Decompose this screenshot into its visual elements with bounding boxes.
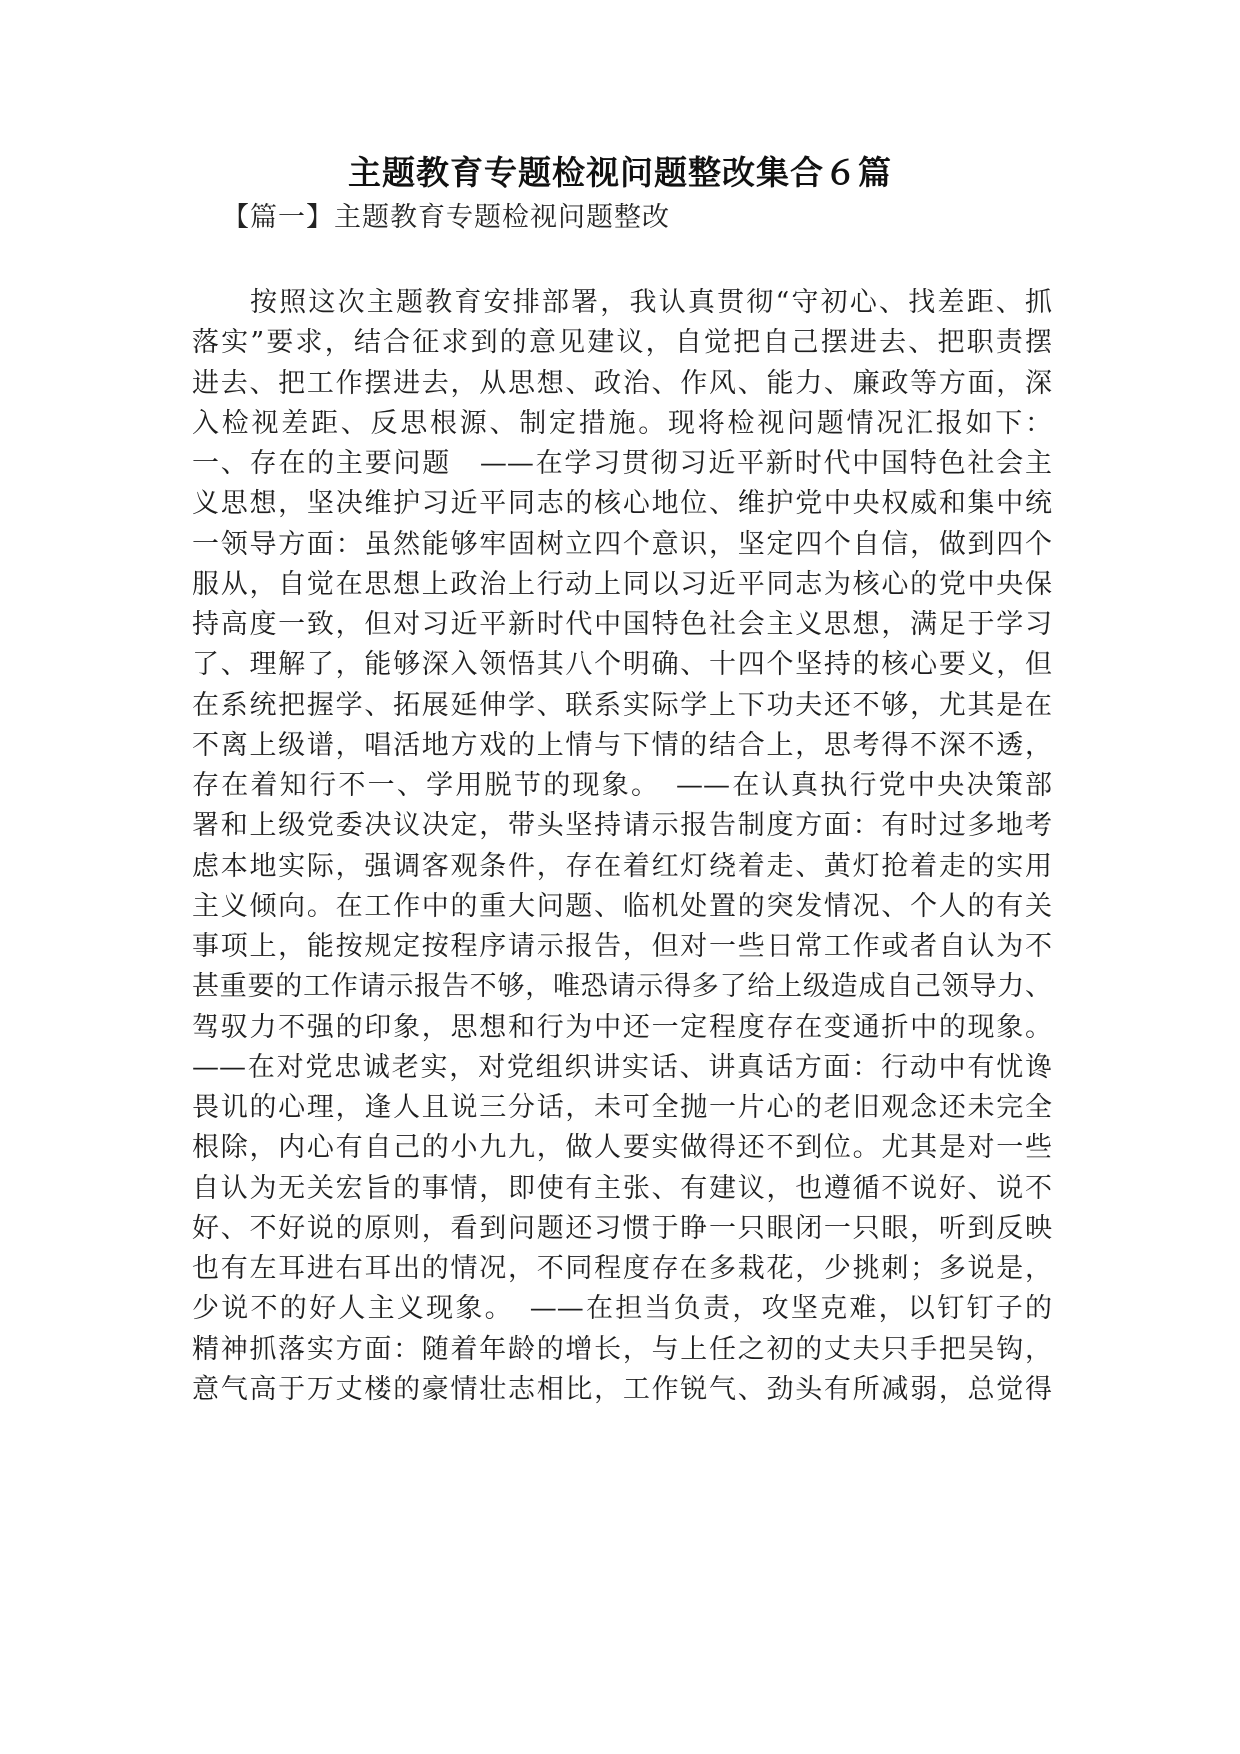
document-title: 主题教育专题检视问题整改集合６篇: [348, 153, 892, 192]
text-line: 精神抓落实方面：随着年龄的增长，与上任之初的丈夫只手把吴钩，: [192, 1333, 1052, 1365]
text-line: 主义倾向。在工作中的重大问题、临机处置的突发情况、个人的有关: [192, 890, 1052, 922]
text-line: 一领导方面：虽然能够牢固树立四个意识，坚定四个自信，做到四个: [192, 528, 1052, 560]
text-line: 根除，内心有自己的小九九，做人要实做得还不到位。尤其是对一些: [192, 1132, 1052, 1164]
text-line: 落实”要求，结合征求到的意见建议，自觉把自己摆进去、把职责摆: [192, 327, 1052, 359]
text-line: 持高度一致，但对习近平新时代中国特色社会主义思想，满足于学习: [192, 609, 1052, 640]
text-line: 义思想，坚决维护习近平同志的核心地位、维护党中央权威和集中统: [192, 488, 1052, 520]
document-body: [192, 283, 1052, 1410]
text-line: 不离上级谱，唱活地方戏的上情与下情的结合上，思考得不深不透，: [192, 729, 1052, 761]
text-line: 自认为无关宏旨的事情，即使有主张、有建议，也遵循不说好、说不: [192, 1172, 1052, 1204]
text-line: 一、存在的主要问题 ——在学习贯彻习近平新时代中国特色社会主: [192, 448, 1052, 479]
text-line: ——在对党忠诚老实，对党组织讲实话、讲真话方面：行动中有忧谗: [192, 1051, 1052, 1083]
text-line: 少说不的好人主义现象。 ——在担当负责，攻坚克难，以钉钉子的: [192, 1293, 1052, 1325]
text-line: 按照这次主题教育安排部署，我认真贯彻“守初心、找差距、抓: [250, 287, 1052, 318]
text-line: 进去、把工作摆进去，从思想、政治、作风、能力、廉政等方面，深: [192, 367, 1052, 399]
text-line: 也有左耳进右耳出的情况，不同程度存在多栽花，少挑刺；多说是，: [192, 1253, 1052, 1284]
text-line: 好、不好说的原则，看到问题还习惯于睁一只眼闭一只眼，听到反映: [192, 1212, 1052, 1244]
text-line: 驾驭力不强的印象，思想和行为中还一定程度存在变通折中的现象。: [192, 1011, 1052, 1043]
text-line: 畏讥的心理，逢人且说三分话，未可全抛一片心的老旧观念还未完全: [192, 1092, 1052, 1123]
text-line: 服从，自觉在思想上政治上行动上同以习近平同志为核心的党中央保: [192, 568, 1052, 600]
text-line: 虑本地实际，强调客观条件，存在着红灯绕着走、黄灯抢着走的实用: [192, 850, 1052, 882]
text-line: 意气高于万丈楼的豪情壮志相比，工作锐气、劲头有所减弱，总觉得: [192, 1373, 1052, 1405]
text-line: 署和上级党委决议决定，带头坚持请示报告制度方面：有时过多地考: [192, 810, 1052, 842]
section-heading: 【篇一】主题教育专题检视问题整改: [222, 202, 670, 233]
text-line: 在系统把握学、拓展延伸学、联系实际学上下功夫还不够，尤其是在: [192, 689, 1052, 721]
text-line: 事项上，能按规定按程序请示报告，但对一些日常工作或者自认为不: [192, 931, 1052, 962]
text-line: 入检视差距、反思根源、制定措施。现将检视问题情况汇报如下：: [192, 407, 1052, 439]
text-line: 甚重要的工作请示报告不够，唯恐请示得多了给上级造成自己领导力、: [192, 971, 1052, 1003]
text-line: 了、理解了，能够深入领悟其八个明确、十四个坚持的核心要义，但: [192, 649, 1052, 681]
text-line: 存在着知行不一、学用脱节的现象。 ——在认真执行党中央决策部: [192, 770, 1052, 801]
